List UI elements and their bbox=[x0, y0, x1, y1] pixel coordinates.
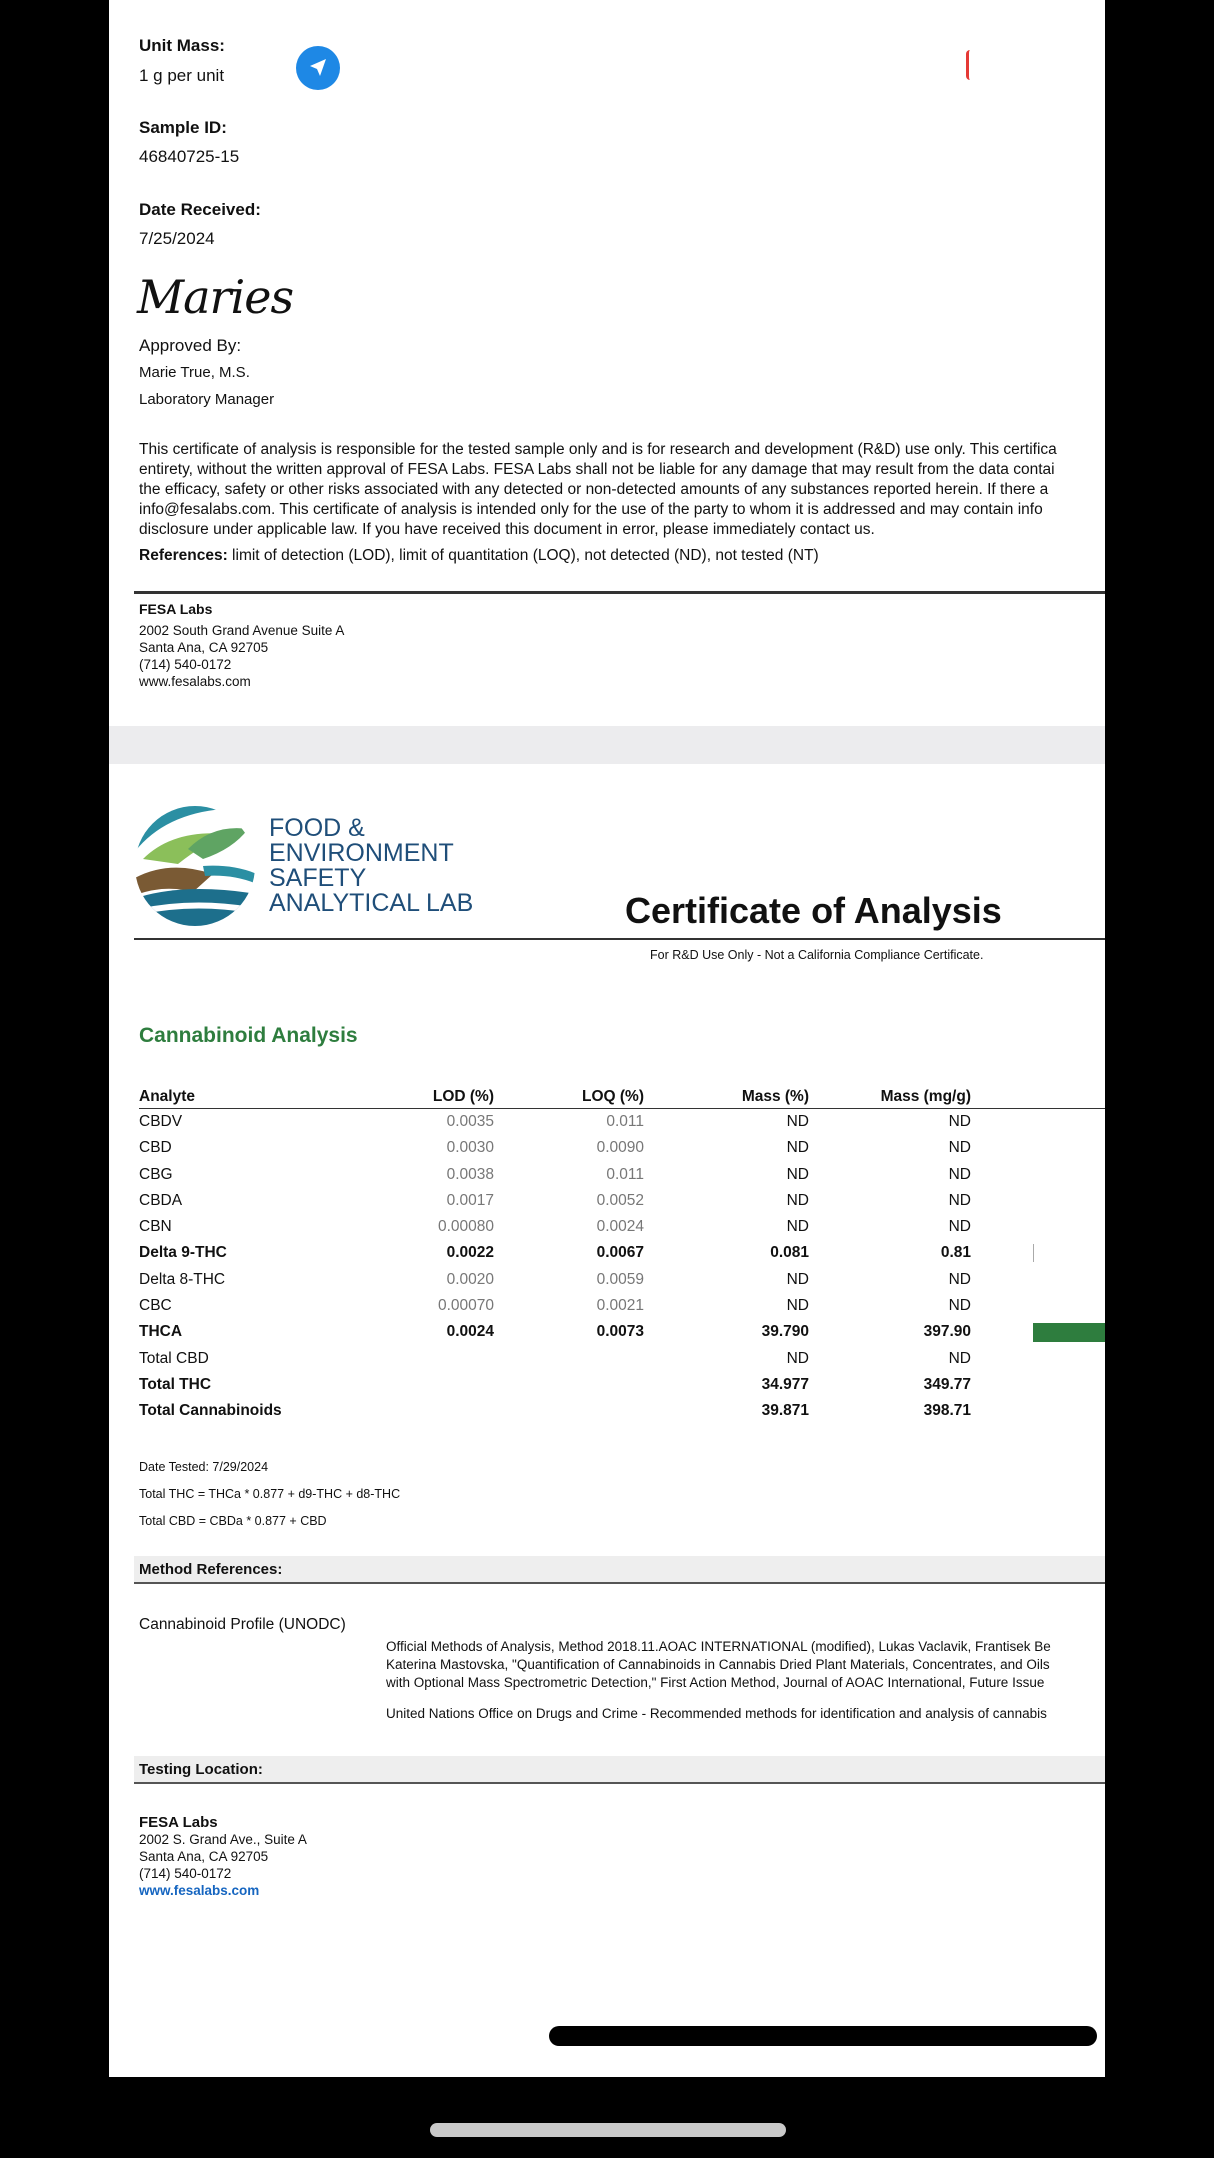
method-reference-text bbox=[386, 1638, 1051, 1723]
testing-location-block bbox=[139, 1814, 307, 1899]
table-row bbox=[139, 1240, 1105, 1266]
reference-line: Official Methods of Analysis, Method 2018.11.AOAC INTERNATIONAL (modified), Lukas Vaclavik, Frantisek Be bbox=[386, 1639, 1051, 1654]
mass-mg-cell: 398.71 bbox=[923, 1402, 971, 1420]
col-lod: LOD (%) bbox=[432, 1088, 494, 1105]
references-line bbox=[139, 546, 1105, 566]
unodc-reference: United Nations Office on Drugs and Crime - Recommended methods for identification and analysis of cannabis bbox=[386, 1706, 1047, 1721]
document-subtitle: For R&D Use Only - Not a California Compliance Certificate. bbox=[650, 948, 984, 962]
analyte-cell: CBC bbox=[139, 1297, 172, 1315]
divider bbox=[134, 591, 1105, 594]
table-row bbox=[139, 1188, 1105, 1214]
mass-mg-cell: ND bbox=[948, 1113, 971, 1130]
address-line: Santa Ana, CA 92705 bbox=[139, 640, 269, 655]
mass-mg-cell: ND bbox=[948, 1165, 971, 1183]
loq-cell: 0.0024 bbox=[596, 1218, 644, 1236]
loq-cell: 0.0067 bbox=[596, 1244, 644, 1262]
mass-mg-cell: ND bbox=[948, 1270, 971, 1288]
lod-cell: 0.0020 bbox=[446, 1270, 494, 1288]
table-row bbox=[139, 1346, 1105, 1372]
mass-tick-mark bbox=[1033, 1244, 1034, 1262]
mass-pct-cell: ND bbox=[786, 1297, 809, 1315]
unit-mass-value: 1 g per unit bbox=[139, 66, 225, 85]
mass-mg-cell: ND bbox=[948, 1191, 971, 1209]
col-loq: LOQ (%) bbox=[582, 1088, 644, 1105]
lod-cell: 0.0022 bbox=[446, 1244, 494, 1262]
mass-pct-cell: ND bbox=[786, 1218, 809, 1236]
report-page-top bbox=[109, 0, 1105, 726]
address-line: (714) 540-0172 bbox=[139, 1866, 232, 1881]
lod-cell: 0.0024 bbox=[446, 1323, 494, 1341]
table-row bbox=[139, 1162, 1105, 1188]
mass-pct-cell: ND bbox=[786, 1349, 809, 1367]
cannabinoid-section-title: Cannabinoid Analysis bbox=[139, 1024, 358, 1047]
table-row bbox=[139, 1398, 1105, 1424]
lab-address-block bbox=[139, 601, 344, 690]
date-received-label: Date Received: bbox=[139, 200, 261, 219]
total-cbd-formula: Total CBD = CBDa * 0.877 + CBD bbox=[139, 1514, 327, 1528]
approver-title: Laboratory Manager bbox=[139, 391, 275, 408]
mass-mg-cell: ND bbox=[948, 1218, 971, 1236]
date-received-value: 7/25/2024 bbox=[139, 229, 215, 248]
mass-pct-cell: 0.081 bbox=[770, 1244, 809, 1262]
loq-cell: 0.0073 bbox=[596, 1323, 644, 1341]
logo-line: ANALYTICAL LAB bbox=[269, 889, 474, 917]
approved-by-label: Approved By: bbox=[139, 336, 242, 355]
mass-pct-cell: 34.977 bbox=[761, 1375, 809, 1393]
table-row bbox=[139, 1135, 1105, 1161]
analyte-cell: Delta 8-THC bbox=[139, 1270, 226, 1288]
address-line: www.fesalabs.com bbox=[139, 674, 251, 689]
table-row bbox=[139, 1293, 1105, 1319]
analyte-cell: CBDA bbox=[139, 1191, 183, 1209]
logo-line: SAFETY bbox=[269, 864, 367, 892]
mass-mg-cell: ND bbox=[948, 1297, 971, 1315]
references-text: limit of detection (LOD), limit of quantitation (LOQ), not detected (ND), not tested (NT) bbox=[227, 547, 819, 564]
mass-pct-cell: ND bbox=[786, 1113, 809, 1130]
method-references-title: Method References: bbox=[139, 1561, 283, 1578]
col-mass-pct: Mass (%) bbox=[741, 1088, 809, 1105]
loq-cell: 0.0052 bbox=[596, 1191, 644, 1209]
disclaimer-line: This certificate of analysis is responsible for the tested sample only and is for research and development (R&D) use only. This certifica bbox=[139, 441, 1057, 458]
mass-highlight-bar bbox=[1033, 1323, 1105, 1342]
disclaimer-line: the efficacy, safety or other risks associated with any detected or non-detected amounts of any substances reported herein. If there a bbox=[139, 481, 1049, 498]
address-line: Santa Ana, CA 92705 bbox=[139, 1849, 269, 1864]
logo-wordmark bbox=[269, 816, 473, 916]
table-row bbox=[139, 1319, 1105, 1345]
table-row bbox=[139, 1109, 1105, 1135]
reference-line: Katerina Mastovska, "Quantification of Cannabinoids in Cannabis Dried Plant Materials, Concentrates, and Oils bbox=[386, 1657, 1050, 1672]
home-indicator[interactable] bbox=[430, 2123, 786, 2137]
lod-cell: 0.0035 bbox=[446, 1113, 494, 1130]
analyte-cell: Total CBD bbox=[139, 1349, 209, 1367]
loq-cell: 0.0021 bbox=[596, 1297, 644, 1315]
table-row bbox=[139, 1372, 1105, 1398]
lab-website-link[interactable]: www.fesalabs.com bbox=[139, 1883, 260, 1898]
col-mass-mg: Mass (mg/g) bbox=[880, 1088, 971, 1105]
cannabinoid-table bbox=[139, 1084, 1105, 1425]
header-rule bbox=[134, 938, 1105, 940]
analyte-cell: CBG bbox=[139, 1165, 173, 1183]
reference-line: with Optional Mass Spectrometric Detection," First Action Method, Journal of AOAC International, Future Issue bbox=[386, 1675, 1045, 1690]
analyte-cell: Total THC bbox=[139, 1375, 212, 1393]
lod-cell: 0.0030 bbox=[446, 1139, 494, 1157]
approver-name: Marie True, M.S. bbox=[139, 364, 250, 381]
mass-pct-cell: ND bbox=[786, 1270, 809, 1288]
mass-pct-cell: ND bbox=[786, 1165, 809, 1183]
table-body bbox=[139, 1109, 1105, 1425]
address-line: 2002 South Grand Avenue Suite A bbox=[139, 623, 345, 638]
method-references-header bbox=[134, 1556, 1105, 1584]
logo-line: FOOD & bbox=[269, 814, 365, 842]
mass-pct-cell: 39.871 bbox=[761, 1402, 809, 1420]
testing-lab-name: FESA Labs bbox=[139, 1814, 218, 1831]
analyte-cell: CBD bbox=[139, 1139, 172, 1157]
annotation-mark bbox=[966, 50, 973, 80]
references-label: References: bbox=[139, 547, 228, 564]
navigation-button[interactable] bbox=[296, 46, 340, 90]
table-row bbox=[139, 1214, 1105, 1240]
address-line: 2002 S. Grand Ave., Suite A bbox=[139, 1832, 307, 1847]
page-separator bbox=[109, 726, 1105, 764]
loq-cell: 0.0059 bbox=[596, 1270, 644, 1288]
loq-cell: 0.0090 bbox=[596, 1139, 644, 1157]
disclaimer bbox=[139, 440, 1105, 566]
analyte-cell: Delta 9-THC bbox=[139, 1244, 227, 1262]
mass-mg-cell: 397.90 bbox=[923, 1323, 971, 1341]
testing-location-header bbox=[134, 1756, 1105, 1784]
approver-signature: Maries bbox=[137, 270, 294, 324]
loq-cell: 0.011 bbox=[606, 1165, 644, 1183]
sample-id-label: Sample ID: bbox=[139, 118, 227, 137]
document-title: Certificate of Analysis bbox=[625, 890, 1002, 931]
testing-location-title: Testing Location: bbox=[139, 1761, 263, 1778]
table-row bbox=[139, 1267, 1105, 1293]
mass-pct-cell: ND bbox=[786, 1139, 809, 1157]
loq-cell: 0.011 bbox=[606, 1113, 644, 1130]
mass-pct-cell: ND bbox=[786, 1191, 809, 1209]
disclaimer-line: entirety, without the written approval of FESA Labs. FESA Labs shall not be liable for any damage that may result from the data contai bbox=[139, 461, 1055, 478]
disclaimer-line: disclosure under applicable law. If you have received this document in error, please immediately contact us. bbox=[139, 521, 875, 538]
analyte-cell: CBDV bbox=[139, 1113, 183, 1130]
mass-mg-cell: 0.81 bbox=[940, 1244, 971, 1262]
document-scrollbar[interactable] bbox=[549, 2026, 1097, 2046]
lod-cell: 0.0017 bbox=[446, 1191, 494, 1209]
report-page-coa bbox=[109, 764, 1105, 2077]
lod-cell: 0.00070 bbox=[437, 1297, 494, 1315]
analyte-cell: CBN bbox=[139, 1218, 172, 1236]
logo-line: ENVIRONMENT bbox=[269, 839, 454, 867]
date-tested: Date Tested: 7/29/2024 bbox=[139, 1460, 269, 1474]
mass-mg-cell: ND bbox=[948, 1139, 971, 1157]
sample-id-value: 46840725-15 bbox=[139, 147, 240, 166]
mass-mg-cell: ND bbox=[948, 1349, 971, 1367]
total-thc-formula: Total THC = THCa * 0.877 + d9-THC + d8-THC bbox=[139, 1487, 401, 1501]
col-analyte: Analyte bbox=[139, 1088, 195, 1105]
address-line: (714) 540-0172 bbox=[139, 657, 232, 672]
lab-name: FESA Labs bbox=[139, 601, 213, 617]
disclaimer-line: info@fesalabs.com. This certificate of analysis is intended only for the use of the party to whom it is addressed and may contain info bbox=[139, 501, 1043, 518]
mass-pct-cell: 39.790 bbox=[761, 1323, 809, 1341]
analyte-cell: THCA bbox=[139, 1323, 183, 1341]
mass-mg-cell: 349.77 bbox=[923, 1375, 971, 1393]
navigation-arrow-icon bbox=[296, 46, 340, 90]
table-header bbox=[139, 1084, 1105, 1109]
unit-mass-label: Unit Mass: bbox=[139, 36, 225, 55]
lod-cell: 0.00080 bbox=[437, 1218, 494, 1236]
analyte-cell: Total Cannabinoids bbox=[139, 1402, 282, 1420]
lod-cell: 0.0038 bbox=[446, 1165, 494, 1183]
method-profile-name: Cannabinoid Profile (UNODC) bbox=[139, 1616, 346, 1633]
fesa-logo-emblem bbox=[133, 804, 257, 928]
